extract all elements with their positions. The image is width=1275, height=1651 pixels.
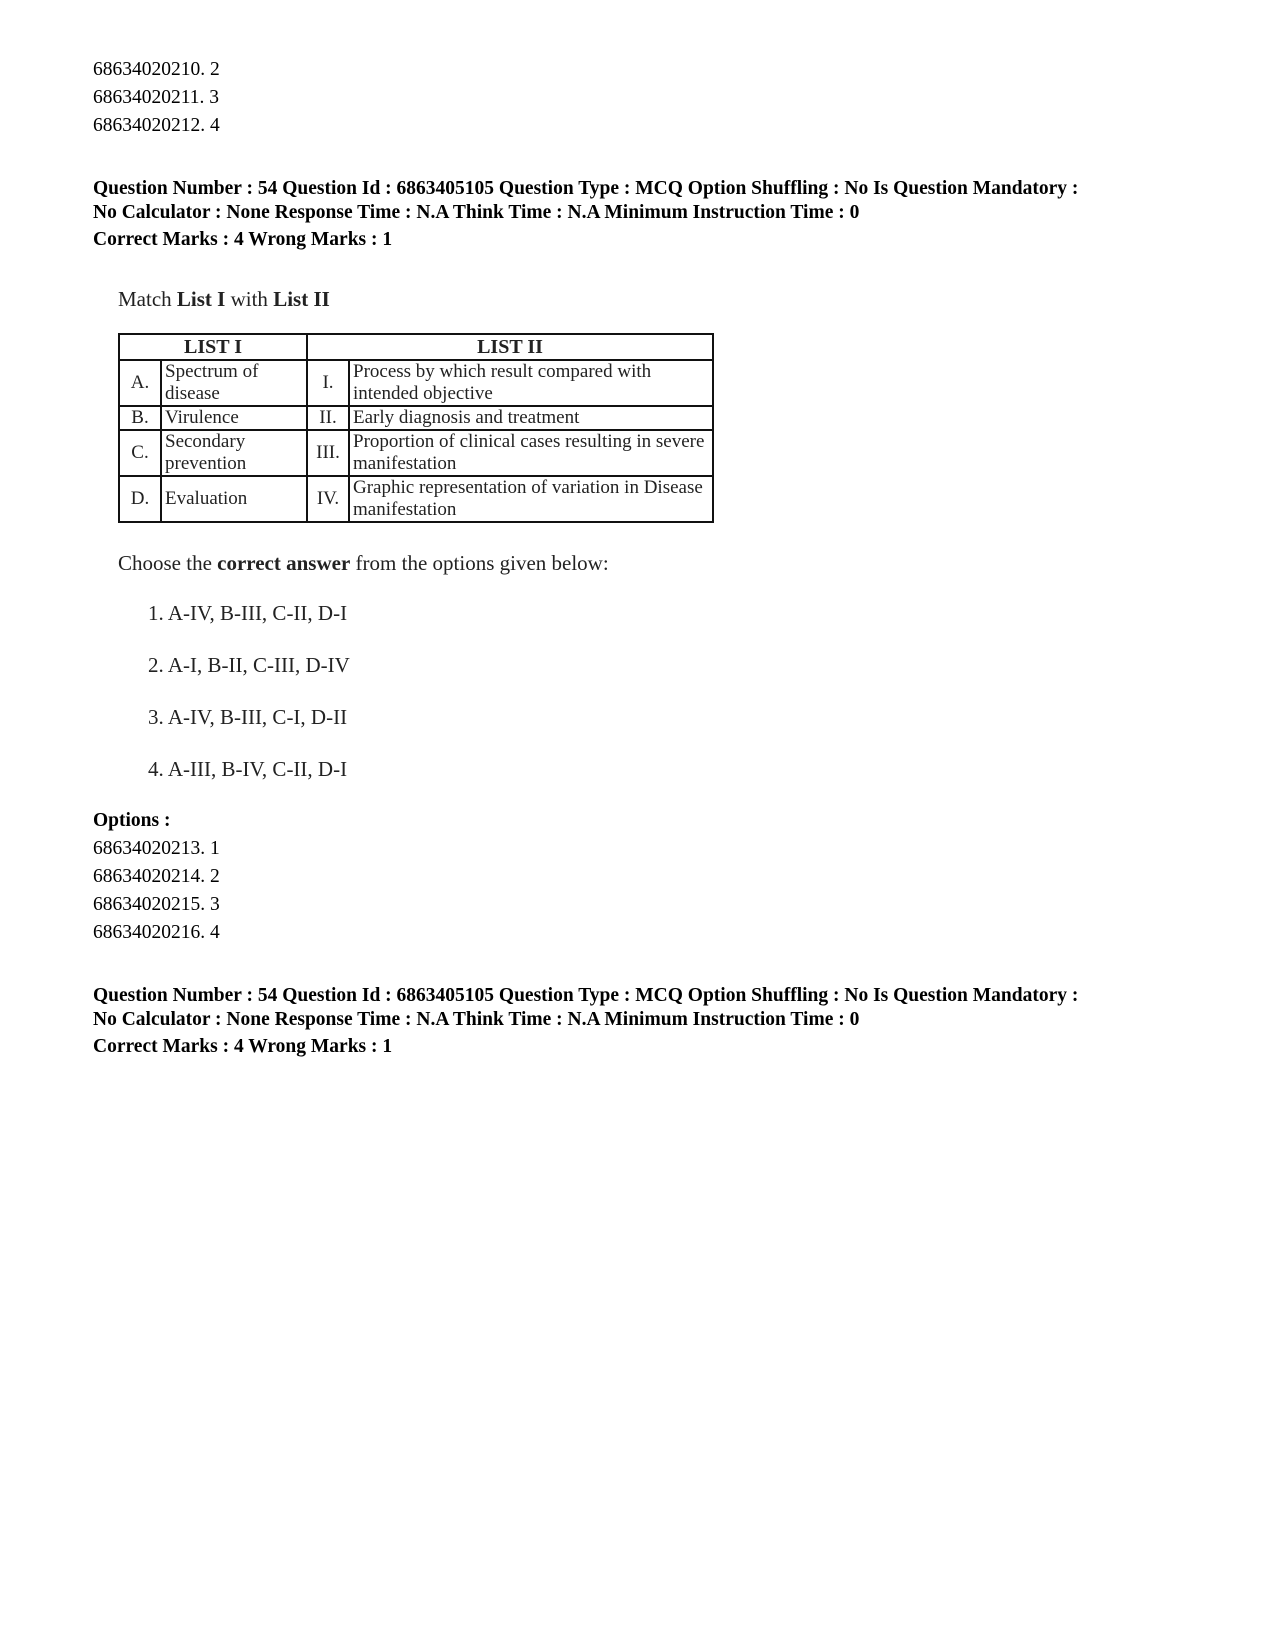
options-label: Options : [93,810,171,831]
choose-text: Choose the [118,551,218,575]
question-meta [93,177,1213,225]
choose-instruction [118,549,758,577]
question-meta-line-2: No Calculator : None Response Time : N.A Think Time : N.A Minimum Instruction Time : 0 [93,1009,860,1030]
intro-text: Match [118,287,177,311]
question-intro [118,285,758,313]
match-table-row [119,406,713,430]
list-1-item: Spectrum of disease [161,360,307,406]
list-1-key: C. [119,430,161,476]
option-value: 3 [209,87,220,108]
list-2-key: II. [307,406,349,430]
choose-bold-text: correct answer [217,551,351,575]
option-line [93,921,220,945]
intro-text: with [225,287,274,311]
choose-text: from the options given below: [350,551,609,575]
option-id: 68634020214. [93,866,206,887]
list-2-item: Proportion of clinical cases resulting in severe manifestation [349,430,713,476]
answer-choice: 1. A-IV, B-III, C-II, D-I [148,601,348,625]
question-body [118,285,758,783]
list-2-item: Process by which result compared with intended objective [349,360,713,406]
list-2-key: III. [307,430,349,476]
option-id: 68634020216. [93,922,206,943]
option-line [93,865,220,889]
list-2-key: I. [307,360,349,406]
match-table [118,333,714,523]
list-1-key: D. [119,476,161,522]
option-line [93,893,220,917]
list-2-key: IV. [307,476,349,522]
answer-choice: 2. A-I, B-II, C-III, D-IV [148,653,350,677]
option-id: 68634020215. [93,894,206,915]
question-meta [93,984,1213,1032]
answer-choice: 4. A-III, B-IV, C-II, D-I [148,757,348,781]
list-1-header: LIST I [119,334,307,360]
match-table-header-row [119,334,713,360]
match-table-row [119,476,713,522]
option-value: 2 [210,866,220,887]
option-line [93,114,220,138]
option-line [93,86,219,110]
list-1-item: Secondary prevention [161,430,307,476]
question-meta-line-1: Question Number : 54 Question Id : 6863405105 Question Type : MCQ Option Shuffling : No Is Question Mandatory : [93,985,1079,1006]
match-table-row [119,360,713,406]
question-meta-line-2: No Calculator : None Response Time : N.A Think Time : N.A Minimum Instruction Time : 0 [93,202,860,223]
question-marks: Correct Marks : 4 Wrong Marks : 1 [93,229,393,250]
list-1-key: A. [119,360,161,406]
option-id: 68634020211. [93,87,205,108]
option-value: 4 [210,922,220,943]
option-value: 1 [210,838,220,859]
option-id: 68634020210. [93,59,206,80]
option-value: 4 [210,115,220,136]
list-2-item: Graphic representation of variation in Disease manifestation [349,476,713,522]
intro-bold-list-2: List II [273,287,330,311]
option-line [93,837,220,861]
list-1-item: Evaluation [161,476,307,522]
list-2-item: Early diagnosis and treatment [349,406,713,430]
option-line [93,58,220,82]
question-meta-line-1: Question Number : 54 Question Id : 6863405105 Question Type : MCQ Option Shuffling : No Is Question Mandatory : [93,178,1079,199]
list-1-key: B. [119,406,161,430]
option-id: 68634020213. [93,838,206,859]
answer-choice: 3. A-IV, B-III, C-I, D-II [148,705,348,729]
option-value: 3 [210,894,220,915]
list-2-header: LIST II [307,334,713,360]
intro-bold-list-1: List I [176,287,226,311]
option-value: 2 [210,59,220,80]
option-id: 68634020212. [93,115,206,136]
list-1-item: Virulence [161,406,307,430]
question-marks: Correct Marks : 4 Wrong Marks : 1 [93,1036,393,1057]
match-table-row [119,430,713,476]
